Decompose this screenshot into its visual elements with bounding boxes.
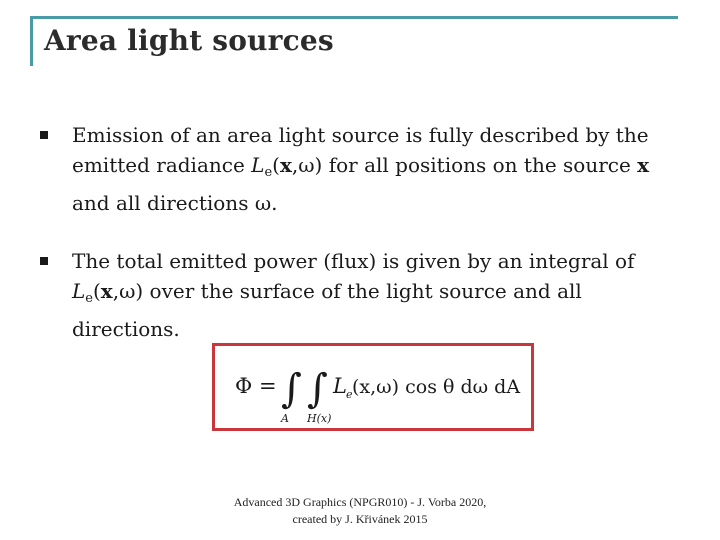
bullet-line: directions. — [72, 317, 180, 341]
text-span: ( — [272, 153, 280, 177]
bullet-text — [72, 246, 672, 344]
title-top-rule — [30, 16, 678, 19]
text-span: emitted radiance — [72, 153, 252, 177]
equation-body: (x,ω) cos θ dω dA — [352, 376, 521, 398]
position-symbol: x — [100, 279, 113, 303]
radiance-symbol: L — [251, 153, 265, 177]
equals-sign: = — [259, 374, 277, 398]
subscript: e — [264, 165, 273, 180]
integral-lower-limit: H(x) — [307, 412, 332, 425]
bullet-line: and all directions ω. — [72, 191, 278, 215]
integral-sign: ∫ — [307, 366, 328, 412]
position-symbol: x — [637, 153, 650, 177]
text-span: ,ω) — [291, 153, 323, 177]
bullet-line: The total emitted power (flux) is given by an integral of — [72, 249, 635, 273]
flux-equation-box — [212, 343, 534, 431]
bullet-text — [72, 120, 672, 218]
bullet-marker — [40, 131, 48, 139]
subscript: e — [85, 291, 93, 306]
text-span: ( — [92, 279, 101, 303]
integral-sign: ∫ — [281, 366, 302, 412]
bullet-marker — [40, 257, 48, 265]
text-span: for all positions on the source — [322, 153, 638, 177]
flux-equation — [215, 346, 531, 428]
footer-line: created by J. Křivánek 2015 — [292, 512, 428, 526]
phi-symbol: Φ — [235, 374, 253, 398]
slide-footer — [200, 494, 520, 528]
bullet-line — [72, 276, 672, 314]
slide-title: Area light sources — [44, 24, 334, 57]
position-symbol: x — [279, 153, 292, 177]
text-span: ,ω) — [112, 279, 144, 303]
bullet-line: Emission of an area light source is fully described by the — [72, 123, 649, 147]
bullet-line — [72, 150, 672, 188]
text-span: over the surface of the light source and all — [143, 279, 582, 303]
title-left-rule — [30, 16, 33, 66]
footer-line: Advanced 3D Graphics (NPGR010) - J. Vorba 2020, — [233, 495, 487, 509]
radiance-symbol: L — [333, 374, 347, 398]
integral-lower-limit: A — [281, 412, 289, 425]
subscript: e — [346, 388, 353, 401]
radiance-symbol: L — [72, 279, 86, 303]
